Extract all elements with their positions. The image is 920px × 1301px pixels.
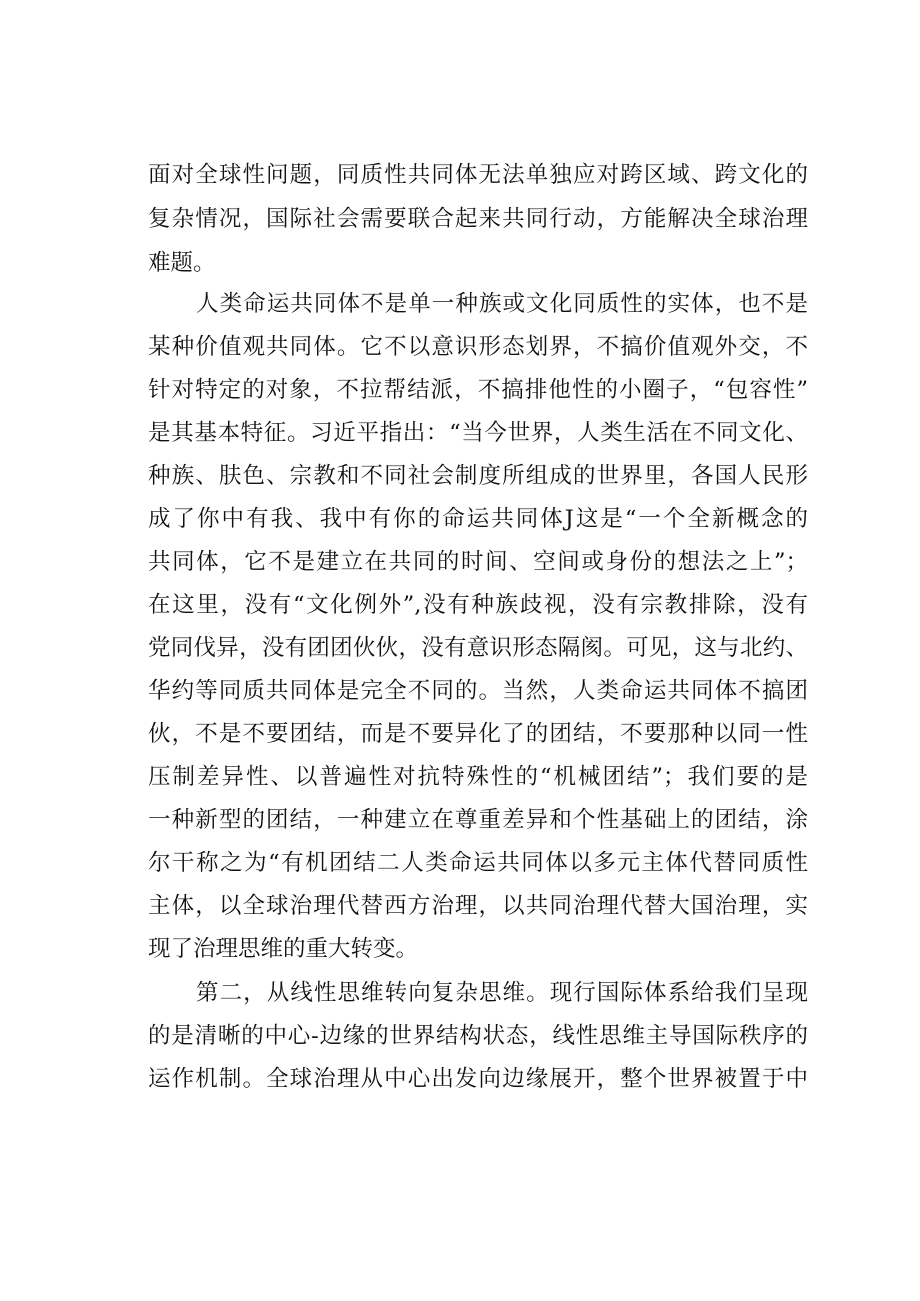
text-line: 共同体，它不是建立在共同的时间、空间或身份的想法之上”； (148, 549, 808, 575)
paragraph-first-line: 人类命运共同体不是单一种族或文化同质性的实体，也不是 (196, 291, 808, 317)
text-line: 压制差异性、以普遍性对抗特殊性的“机械团结”；我们要的是 (148, 764, 808, 790)
text-line: 主体，以全球治理代替西方治理，以共同治理代替大国治理，实 (148, 893, 808, 919)
text-line: 在这里，没有“文化例外”,没有种族歧视，没有宗教排除，没有 (148, 592, 808, 618)
text-line: 的是清晰的中心-边缘的世界结构状态，线性思维主导国际秩序的 (148, 1023, 808, 1049)
text-line: 难题。 (148, 250, 216, 276)
text-line: 成了你中有我、我中有你的命运共同体J这是“一个全新概念的 (148, 506, 808, 532)
text-line: 尔干称之为“有机团结二人类命运共同体以多元主体代替同质性 (148, 850, 808, 876)
text-line: 是其基本特征。习近平指出：“当今世界，人类生活在不同文化、 (148, 420, 808, 446)
text-line: 面对全球性问题，同质性共同体无法单独应对跨区域、跨文化的 (148, 162, 808, 188)
text-line: 一种新型的团结，一种建立在尊重差异和个性基础上的团结，涂 (148, 807, 808, 833)
text-line: 华约等同质共同体是完全不同的。当然，人类命运共同体不搞团 (148, 678, 808, 704)
text-line: 针对特定的对象，不拉帮结派，不搞排他性的小圈子，“包容性” (148, 377, 808, 403)
text-line: 党同伐异，没有团团伙伙，没有意识形态隔阂。可见，这与北约、 (148, 635, 808, 661)
text-line: 某种价值观共同体。它不以意识形态划界，不搞价值观外交，不 (148, 334, 808, 360)
text-line: 伙，不是不要团结，而是不要异化了的团结，不要那种以同一性 (148, 721, 808, 747)
paragraph-first-line: 第二，从线性思维转向复杂思维。现行国际体系给我们呈现 (196, 980, 808, 1006)
text-line: 种族、肤色、宗教和不同社会制度所组成的世界里，各国人民形 (148, 463, 808, 489)
text-line: 运作机制。全球治理从中心出发向边缘展开，整个世界被置于中 (148, 1066, 808, 1092)
text-line: 复杂情况，国际社会需要联合起来共同行动，方能解决全球治理 (148, 206, 808, 232)
text-line: 现了治理思维的重大转变。 (148, 936, 419, 962)
